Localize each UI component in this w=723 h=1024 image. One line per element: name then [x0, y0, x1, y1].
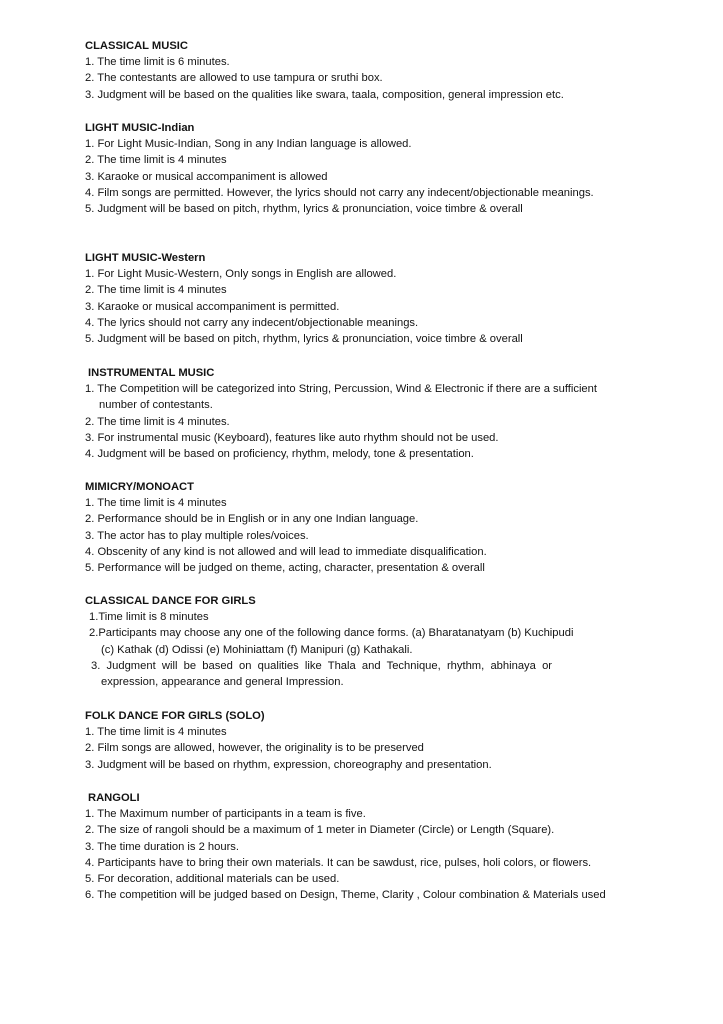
- list-item: 1. The time limit is 4 minutes: [85, 497, 227, 510]
- list-item: 1. The Maximum number of participants in a team is five.: [85, 808, 366, 821]
- section-folk-dance-girls-solo: [85, 708, 665, 773]
- list-item: 2.Participants may choose any one of the following dance forms. (a) Bharatanatyam (b) Kuchipudi: [89, 627, 574, 640]
- list-item: 4. The lyrics should not carry any indecent/objectionable meanings.: [85, 316, 419, 329]
- section-heading: INSTRUMENTAL MUSIC: [88, 367, 215, 379]
- list-item: 3. Judgment will be based on qualities like Thala and Technique, rhythm, abhinaya or: [91, 659, 553, 672]
- list-item: 1. For Light Music-Indian, Song in any Indian language is allowed.: [85, 138, 412, 151]
- list-item: 4. Judgment will be based on proficiency, rhythm, melody, tone & presentation.: [85, 448, 474, 460]
- list-item: 3. Judgment will be based on the qualities like swara, taala, composition, general impression etc.: [85, 88, 564, 101]
- list-item: 3. Judgment will be based on rhythm, expression, choreography and presentation.: [85, 758, 492, 771]
- section-heading: CLASSICAL DANCE FOR GIRLS: [85, 595, 256, 607]
- list-item: 5. For decoration, additional materials can be used.: [85, 873, 340, 885]
- list-item: 1. For Light Music-Western, Only songs in English are allowed.: [85, 268, 397, 281]
- section-mimicry-monoact: [85, 479, 665, 576]
- list-item: 1. The time limit is 4 minutes: [85, 726, 227, 739]
- section-classical-dance-girls: [85, 593, 665, 690]
- list-item: 4. Participants have to bring their own materials. It can be sawdust, rice, pulses, holi colors, or flowers.: [85, 856, 592, 869]
- section-heading: LIGHT MUSIC-Indian: [85, 122, 195, 134]
- section-light-music-indian: [85, 120, 665, 217]
- list-item: 5. Judgment will be based on pitch, rhythm, lyrics & pronunciation, voice timbre & overall: [85, 333, 523, 345]
- list-item: 4. Film songs are permitted. However, the lyrics should not carry any indecent/objectionable meanings.: [85, 186, 594, 199]
- list-item: 1. The time limit is 6 minutes.: [85, 56, 230, 69]
- list-item: 2. The time limit is 4 minutes.: [85, 415, 230, 428]
- list-item: 3. The time duration is 2 hours.: [85, 840, 240, 853]
- list-item: 1.Time limit is 8 minutes: [89, 611, 209, 624]
- list-item: 2. The contestants are allowed to use tampura or sruthi box.: [85, 72, 383, 85]
- section-heading: LIGHT MUSIC-Western: [85, 252, 206, 264]
- section-rangoli: [85, 790, 665, 903]
- list-item: 3. For instrumental music (Keyboard), features like auto rhythm should not be used.: [85, 431, 499, 444]
- list-item: 3. Karaoke or musical accompaniment is permitted.: [85, 300, 340, 313]
- section-heading: RANGOLI: [88, 792, 140, 804]
- list-item: 2. The time limit is 4 minutes: [85, 284, 227, 297]
- list-item: 2. The size of rangoli should be a maximum of 1 meter in Diameter (Circle) or Length (Square).: [85, 824, 555, 837]
- list-item: 2. Performance should be in English or in any one Indian language.: [85, 513, 419, 526]
- section-heading: FOLK DANCE FOR GIRLS (SOLO): [85, 710, 265, 722]
- list-item-continuation: (c) Kathak (d) Odissi (e) Mohiniattam (f) Manipuri (g) Kathakali.: [101, 643, 413, 656]
- section-heading: CLASSICAL MUSIC: [85, 40, 188, 52]
- list-item: 2. The time limit is 4 minutes: [85, 154, 227, 167]
- list-item: 4. Obscenity of any kind is not allowed and will lead to immediate disqualification.: [85, 545, 487, 558]
- list-item: 5. Judgment will be based on pitch, rhythm, lyrics & pronunciation, voice timbre & overall: [85, 203, 523, 215]
- section-instrumental-music: [85, 365, 665, 462]
- list-item: 5. Performance will be judged on theme, acting, character, presentation & overall: [85, 562, 485, 574]
- list-item: 3. Karaoke or musical accompaniment is allowed: [85, 170, 328, 183]
- section-heading: MIMICRY/MONOACT: [85, 481, 194, 493]
- section-classical-music: [85, 38, 665, 103]
- section-light-music-western: [85, 250, 665, 347]
- list-item: 3. The actor has to play multiple roles/voices.: [85, 529, 309, 542]
- list-item: 1. The Competition will be categorized into String, Percussion, Wind & Electronic if there are a sufficient: [85, 383, 597, 396]
- list-item: 6. The competition will be judged based on Design, Theme, Clarity , Colour combination & Materials used: [85, 889, 606, 902]
- list-item-continuation: expression, appearance and general Impression.: [101, 676, 344, 688]
- list-item: 2. Film songs are allowed, however, the originality is to be preserved: [85, 742, 424, 755]
- list-item-continuation: number of contestants.: [99, 399, 213, 412]
